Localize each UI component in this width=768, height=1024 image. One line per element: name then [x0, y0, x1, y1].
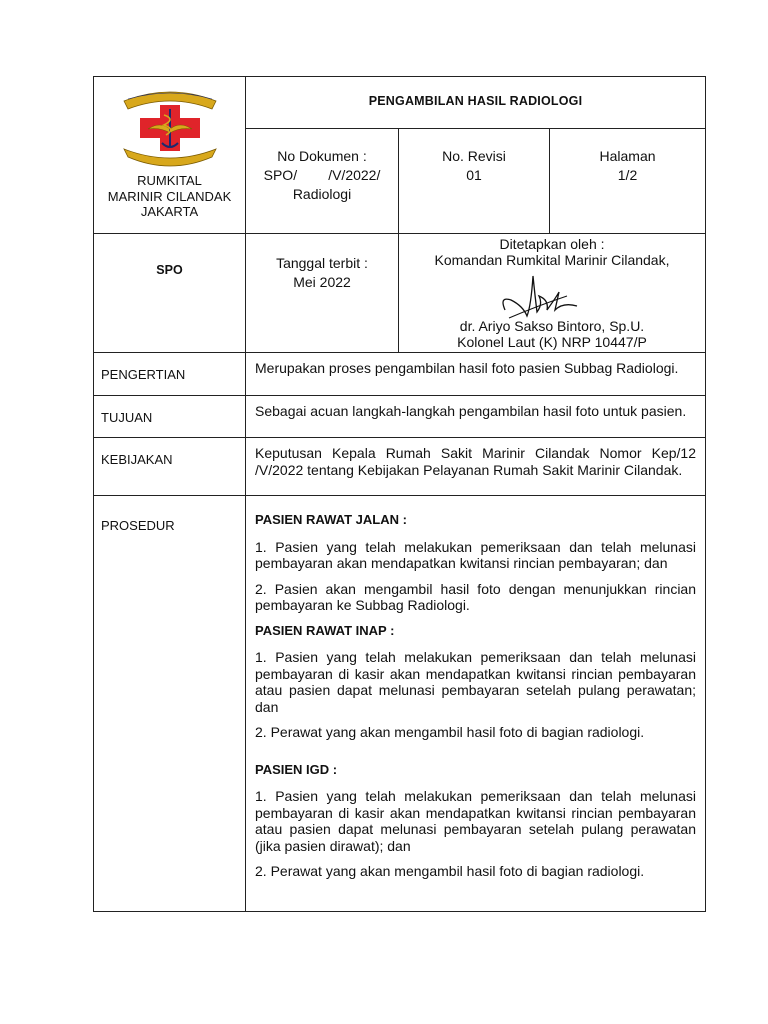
rawat-inap-title: PASIEN RAWAT INAP :: [255, 622, 395, 638]
pengertian-text-cell: [246, 353, 706, 396]
approval-cell: [246, 234, 706, 353]
igd-step-2: 2. Perawat yang akan mengambil hasil foto di bagian radiologi.: [255, 863, 645, 879]
kebijakan-label-cell: [94, 438, 246, 496]
meta-cell: [246, 129, 706, 234]
hospital-name: RUMKITAL MARINIR CILANDAK JAKARTA: [107, 173, 232, 219]
tujuan-text-cell: [246, 396, 706, 438]
prosedur-text-cell: [246, 496, 706, 912]
ditetapkan-oleh: Ditetapkan oleh : Komandan Rumkital Marinir Cilandak, dr. Ariyo Sakso Bintoro, Sp.U. Kolonel Laut (K) NRP 10447/P: [434, 236, 670, 350]
rawat-inap-step-2: 2. Perawat yang akan mengambil hasil foto di bagian radiologi.: [255, 724, 645, 740]
tanggal-terbit: Tanggal terbit : Mei 2022: [246, 234, 399, 352]
pengertian-label-cell: [94, 353, 246, 396]
title-cell: [246, 77, 706, 129]
pengertian-label: PENGERTIAN: [101, 367, 186, 382]
no-revisi: No. Revisi 01: [399, 129, 550, 233]
tujuan-label: TUJUAN: [101, 410, 153, 425]
rawat-jalan-step-1: 1. Pasien yang telah melakukan pemeriksaan dan telah melunasi pembayaran akan mendapatkan kwitansi rincian pembayaran; dan: [255, 538, 696, 571]
halaman: Halaman 1/2: [599, 148, 656, 183]
kebijakan-label: KEBIJAKAN: [101, 452, 173, 467]
tujuan-text: Sebagai acuan langkah-langkah pengambilan hasil foto untuk pasien.: [255, 403, 687, 419]
document-title: PENGAMBILAN HASIL RADIOLOGI: [368, 94, 583, 108]
spo-label: SPO: [156, 263, 183, 277]
spo-table: [93, 76, 706, 912]
igd-step-1: 1. Pasien yang telah melakukan pemeriksaan dan telah melunasi pembayaran di kasir akan mendapatkan kwitansi rincian pembayaran atau pasien dapat melunasi pembayaran setelah pulang perawatan (jika pasien dirawat); dan: [255, 788, 696, 854]
prosedur-label-cell: [94, 496, 246, 912]
rawat-jalan-step-2: 2. Pasien akan mengambil hasil foto dengan menunjukkan rincian pembayaran ke Subbag Radiologi.: [255, 580, 696, 613]
kebijakan-text-cell: [246, 438, 706, 496]
spo-label-cell: [94, 234, 246, 353]
rawat-jalan-title: PASIEN RAWAT JALAN :: [255, 512, 407, 527]
logo-cell: [94, 77, 246, 234]
spo-document: [93, 76, 705, 916]
signature-icon: [497, 266, 587, 326]
kebijakan-text: Keputusan Kepala Rumah Sakit Marinir Cilandak Nomor Kep/12 /V/2022 tentang Kebijakan Pelayanan Rumah Sakit Marinir Cilandak.: [255, 445, 696, 478]
prosedur-label: PROSEDUR: [101, 518, 175, 533]
rawat-inap-step-1: 1. Pasien yang telah melakukan pemeriksaan dan telah melunasi pembayaran di kasir akan mendapatkan kwitansi rincian pembayaran atau pasien dapat melunasi pembayaran setelah pulang perawatan; dan: [255, 649, 696, 715]
no-dokumen: No Dokumen : SPO/ /V/2022/ Radiologi: [246, 129, 399, 233]
pengertian-text: Merupakan proses pengambilan hasil foto pasien Subbag Radiologi.: [255, 360, 679, 376]
igd-title: PASIEN IGD :: [255, 761, 338, 777]
hospital-red-cross-emblem-icon: [120, 85, 220, 169]
tujuan-label-cell: [94, 396, 246, 438]
